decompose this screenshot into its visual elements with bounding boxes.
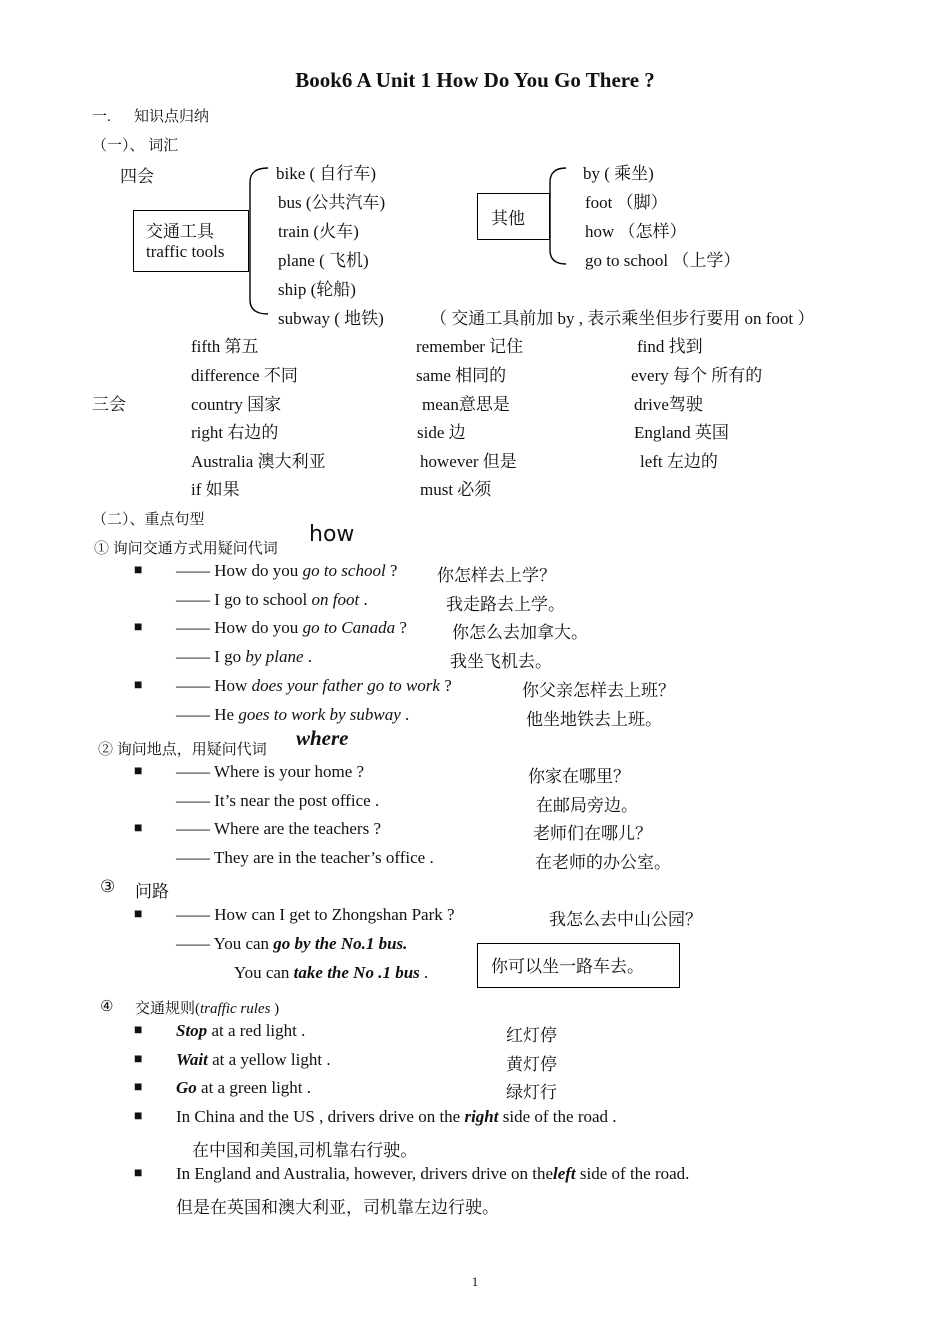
vocab-word: side 边 — [417, 423, 466, 442]
bullet-icon: ■ — [134, 678, 143, 693]
other-box-label: 其他 — [491, 209, 525, 228]
vocab-word: drive驾驶 — [634, 395, 703, 414]
vocab-heading: （一）、 词汇 — [92, 138, 179, 154]
s2-line: —— They are in the teacher’s office . — [176, 848, 434, 867]
traffic-item: ship (轮船) — [278, 280, 356, 299]
s3-question-cn: 我怎么去中山公园？ — [549, 910, 702, 929]
rule-cn: 黄灯停 — [506, 1055, 557, 1074]
bullet-icon: ■ — [134, 821, 143, 836]
s1-line: —— How do you go to school ? — [176, 561, 398, 580]
s1-keyword: how — [309, 522, 355, 547]
s2-line: —— It’s near the post office . — [176, 791, 380, 810]
vocab-word: must 必须 — [420, 480, 492, 499]
s1-line: —— I go to school on foot . — [176, 590, 368, 609]
rule-line: In China and the US , drivers drive on the right side of the road . — [176, 1107, 617, 1126]
bullet-icon: ■ — [134, 1052, 143, 1067]
section-number: 一. — [92, 109, 111, 125]
vocab-word: fifth 第五 — [191, 337, 259, 356]
sentences-heading: （二）、重点句型 — [92, 512, 205, 528]
s1-line-cn: 你怎样去上学？ — [437, 566, 556, 585]
vocab-word: Australia 澳大利亚 — [191, 452, 326, 471]
other-item: by ( 乘坐) — [583, 164, 654, 183]
page-title: Book6 A Unit 1 How Do You Go There ? — [295, 68, 655, 92]
s2-line-cn: 你家在哪里？ — [528, 767, 630, 786]
s3-answer-box — [477, 943, 680, 988]
bullet-icon: ■ — [134, 563, 143, 578]
rule-line: Stop at a red light . — [176, 1021, 306, 1040]
vocab-word: left 左边的 — [640, 452, 718, 471]
s2-heading: ② 询问地点，用疑问代词 — [98, 742, 267, 758]
vocab-word: find 找到 — [637, 337, 703, 356]
s1-line-cn: 他坐地铁去上班。 — [526, 710, 662, 729]
bullet-icon: ■ — [134, 1080, 143, 1095]
rule-line: Wait at a yellow light . — [176, 1050, 331, 1069]
other-item: go to school （上学） — [585, 251, 741, 270]
vocab-word: however 但是 — [420, 452, 517, 471]
traffic-item: bike ( 自行车) — [276, 164, 377, 183]
s3-answer-cn: 你可以坐一路车去。 — [491, 957, 644, 976]
s3-heading: 问路 — [135, 882, 169, 901]
other-item: how （怎样） — [585, 222, 687, 241]
rule-line: In England and Australia, however, drivers drive on theleft side of the road. — [176, 1164, 690, 1183]
s2-line-cn: 老师们在哪儿？ — [533, 824, 652, 843]
rule-cn: 绿灯行 — [506, 1083, 557, 1102]
s1-line-cn: 我走路去上学。 — [446, 595, 565, 614]
s2-line-cn: 在邮局旁边。 — [536, 796, 638, 815]
vocab-word: England 英国 — [634, 423, 729, 442]
vocab-word: difference 不同 — [191, 366, 298, 385]
traffic-brace — [240, 160, 280, 325]
s1-line-cn: 你父亲怎样去上班？ — [522, 681, 675, 700]
rule-cn: 但是在英国和澳大利亚，司机靠左边行驶。 — [176, 1198, 499, 1217]
traffic-item: train (火车) — [278, 222, 359, 241]
four-skills-label: 四会 — [120, 167, 154, 186]
rule-cn: 红灯停 — [506, 1026, 557, 1045]
bullet-icon: ■ — [134, 1166, 143, 1181]
s3-number: ③ — [100, 877, 116, 896]
vocab-word: mean意思是 — [422, 395, 510, 414]
traffic-box-line1: 交通工具 — [146, 222, 214, 241]
bullet-icon: ■ — [134, 907, 143, 922]
other-item: foot （脚） — [585, 193, 668, 212]
bullet-icon: ■ — [134, 1109, 143, 1124]
rule-line: Go at a green light . — [176, 1078, 312, 1097]
s1-heading: ① 询问交通方式用疑问代词 — [94, 541, 278, 557]
traffic-item: bus (公共汽车) — [278, 193, 386, 212]
s2-line: —— Where is your home ? — [176, 762, 365, 781]
vocab-word: remember 记住 — [416, 337, 524, 356]
s3-answer: —— You can go by the No.1 bus. — [176, 934, 408, 953]
traffic-tools-box — [133, 210, 249, 272]
vocab-word: every 每个 所有的 — [631, 366, 763, 385]
s2-line: —— Where are the teachers ? — [176, 819, 381, 838]
s1-line: —— I go by plane . — [176, 647, 312, 666]
s2-keyword: where — [296, 726, 349, 750]
page-number: 1 — [471, 1274, 479, 1289]
s4-number: ④ — [100, 999, 114, 1015]
s3-answer: You can take the No .1 bus . — [234, 963, 429, 982]
s1-line-cn: 你怎么去加拿大。 — [452, 623, 588, 642]
vocab-word: same 相同的 — [416, 366, 507, 385]
traffic-note: （ 交通工具前加 by , 表示乘坐但步行要用 on foot ） — [430, 309, 815, 328]
s1-line: —— How do you go to Canada ? — [176, 618, 407, 637]
traffic-box-line2: traffic tools — [146, 242, 225, 261]
other-box — [477, 193, 550, 240]
section-heading: 知识点归纳 — [134, 109, 210, 125]
vocab-word: if 如果 — [191, 480, 240, 499]
rule-cn: 在中国和美国,司机靠右行驶。 — [192, 1141, 418, 1160]
s1-line: —— How does your father go to work ? — [176, 676, 452, 695]
three-skills-label: 三会 — [92, 395, 126, 414]
s4-heading: 交通规则(traffic rules ) — [135, 1001, 280, 1017]
bullet-icon: ■ — [134, 620, 143, 635]
bullet-icon: ■ — [134, 764, 143, 779]
s1-line: —— He goes to work by subway . — [176, 705, 410, 724]
vocab-word: right 右边的 — [191, 423, 279, 442]
traffic-item: subway ( 地铁) — [278, 309, 384, 328]
bullet-icon: ■ — [134, 1023, 143, 1038]
s3-question: —— How can I get to Zhongshan Park ? — [176, 905, 455, 924]
s1-line-cn: 我坐飞机去。 — [450, 652, 552, 671]
traffic-item: plane ( 飞机) — [278, 251, 369, 270]
s2-line-cn: 在老师的办公室。 — [535, 853, 671, 872]
vocab-word: country 国家 — [191, 395, 282, 414]
